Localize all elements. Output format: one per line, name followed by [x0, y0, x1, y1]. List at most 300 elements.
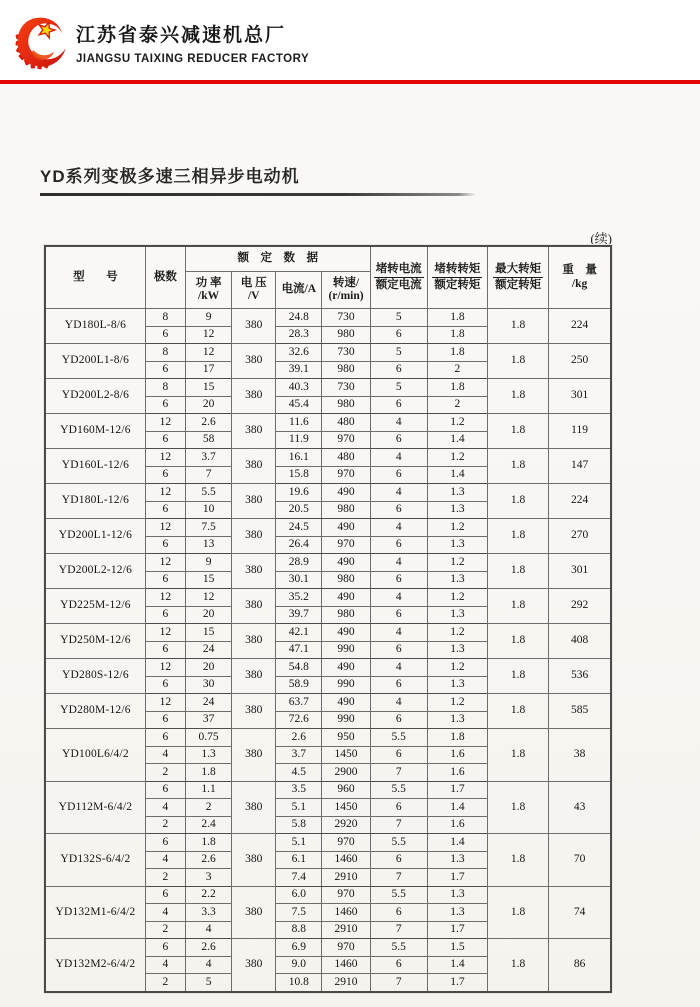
power-cell: 13 [185, 536, 231, 554]
speed-cell: 2910 [322, 974, 370, 992]
max-torque-ratio-cell: 1.8 [487, 519, 548, 554]
current-cell: 8.8 [276, 921, 322, 939]
locked-current-ratio-cell: 6 [370, 606, 427, 624]
locked-current-ratio-cell: 6 [370, 711, 427, 729]
speed-cell: 490 [322, 484, 370, 502]
power-cell: 2.2 [185, 886, 231, 904]
weight-cell: 86 [549, 939, 611, 992]
locked-current-ratio-cell: 4 [370, 414, 427, 432]
speed-cell: 980 [322, 326, 370, 344]
model-cell: YD180L-8/6 [45, 309, 145, 344]
weight-cell: 147 [549, 449, 611, 484]
model-cell: YD280S-12/6 [45, 659, 145, 694]
current-cell: 6.0 [276, 886, 322, 904]
locked-current-ratio-cell: 6 [370, 396, 427, 414]
speed-cell: 970 [322, 466, 370, 484]
weight-cell: 270 [549, 519, 611, 554]
locked-torque-ratio-cell: 1.3 [427, 501, 487, 519]
locked-current-ratio-cell: 4 [370, 519, 427, 537]
power-cell: 37 [185, 711, 231, 729]
poles-cell: 2 [145, 764, 185, 782]
locked-torque-ratio-cell: 1.7 [427, 974, 487, 992]
locked-torque-ratio-cell: 1.6 [427, 746, 487, 764]
current-cell: 42.1 [276, 624, 322, 642]
model-cell: YD160L-12/6 [45, 449, 145, 484]
locked-current-ratio-cell: 6 [370, 799, 427, 817]
locked-torque-ratio-cell: 1.2 [427, 659, 487, 677]
locked-current-ratio-cell: 5 [370, 309, 427, 327]
locked-current-ratio-cell: 6 [370, 851, 427, 869]
max-torque-ratio-cell: 1.8 [487, 729, 548, 782]
current-cell: 5.8 [276, 816, 322, 834]
current-cell: 58.9 [276, 676, 322, 694]
power-cell: 2 [185, 799, 231, 817]
speed-cell: 480 [322, 414, 370, 432]
current-cell: 47.1 [276, 641, 322, 659]
speed-cell: 1460 [322, 851, 370, 869]
poles-cell: 12 [145, 589, 185, 607]
table-row [45, 309, 611, 327]
model-cell: YD132M1-6/4/2 [45, 886, 145, 939]
poles-cell: 12 [145, 624, 185, 642]
spec-table-container [44, 245, 612, 993]
col-header-locked-torque-ratio [427, 246, 487, 309]
voltage-cell: 380 [232, 624, 276, 659]
col-header-weight [549, 246, 611, 309]
continued-marker: (续) [590, 231, 612, 246]
model-cell: YD280M-12/6 [45, 694, 145, 729]
poles-cell: 2 [145, 816, 185, 834]
col-header-rated-group: 额 定 数 据 [185, 246, 370, 272]
speed-cell: 1450 [322, 746, 370, 764]
brand-block [76, 20, 309, 65]
speed-cell: 990 [322, 676, 370, 694]
power-cell: 2.6 [185, 939, 231, 957]
speed-cell: 730 [322, 379, 370, 397]
power-cell: 1.8 [185, 764, 231, 782]
power-cell: 20 [185, 659, 231, 677]
current-cell: 19.6 [276, 484, 322, 502]
company-name-cn: 江苏省泰兴减速机总厂 [76, 25, 287, 46]
weight-cell: 408 [549, 624, 611, 659]
weight-cell: 70 [549, 834, 611, 887]
poles-cell: 6 [145, 396, 185, 414]
current-cell: 2.6 [276, 729, 322, 747]
voltage-label: 电 压 [240, 276, 267, 289]
power-cell: 20 [185, 606, 231, 624]
weight-cell: 292 [549, 589, 611, 624]
speed-cell: 970 [322, 886, 370, 904]
current-cell: 28.9 [276, 554, 322, 572]
table-row [45, 449, 611, 467]
power-cell: 7.5 [185, 519, 231, 537]
poles-cell: 6 [145, 606, 185, 624]
current-cell: 9.0 [276, 956, 322, 974]
speed-cell: 970 [322, 834, 370, 852]
model-cell: YD132S-6/4/2 [45, 834, 145, 887]
current-cell: 6.1 [276, 851, 322, 869]
spec-table-head [45, 246, 611, 309]
page-title: YD系列变极多速三相异步电动机 [40, 167, 300, 186]
speed-cell: 2910 [322, 869, 370, 887]
poles-cell: 4 [145, 956, 185, 974]
current-cell: 32.6 [276, 344, 322, 362]
section-header [40, 162, 660, 196]
model-cell: YD225M-12/6 [45, 589, 145, 624]
power-cell: 15 [185, 379, 231, 397]
current-cell: 24.8 [276, 309, 322, 327]
speed-cell: 490 [322, 519, 370, 537]
locked-torque-ratio-cell: 1.8 [427, 379, 487, 397]
model-cell: YD160M-12/6 [45, 414, 145, 449]
power-cell: 9 [185, 554, 231, 572]
voltage-cell: 380 [232, 554, 276, 589]
max-torque-ratio-cell: 1.8 [487, 309, 548, 344]
speed-cell: 480 [322, 449, 370, 467]
table-row [45, 834, 611, 852]
current-cell: 39.1 [276, 361, 322, 379]
current-cell: 3.5 [276, 781, 322, 799]
voltage-cell: 380 [232, 519, 276, 554]
locked-current-ratio-cell: 6 [370, 466, 427, 484]
voltage-cell: 380 [232, 659, 276, 694]
poles-cell: 12 [145, 449, 185, 467]
speed-cell: 970 [322, 536, 370, 554]
speed-cell: 1460 [322, 956, 370, 974]
weight-cell: 585 [549, 694, 611, 729]
max-torque-ratio-cell: 1.8 [487, 886, 548, 939]
locked-current-ratio-cell: 6 [370, 641, 427, 659]
locked-current-numerator: 堵转电流 [374, 263, 424, 278]
poles-cell: 12 [145, 694, 185, 712]
poles-cell: 6 [145, 326, 185, 344]
max-torque-ratio-cell: 1.8 [487, 659, 548, 694]
current-cell: 24.5 [276, 519, 322, 537]
voltage-cell: 380 [232, 694, 276, 729]
power-cell: 0.75 [185, 729, 231, 747]
table-row [45, 694, 611, 712]
voltage-cell: 380 [232, 379, 276, 414]
voltage-cell: 380 [232, 729, 276, 782]
locked-torque-ratio-cell: 1.3 [427, 606, 487, 624]
locked-torque-ratio-cell: 1.8 [427, 309, 487, 327]
speed-cell: 490 [322, 694, 370, 712]
model-cell: YD200L2-12/6 [45, 554, 145, 589]
locked-torque-ratio-cell: 1.7 [427, 781, 487, 799]
speed-cell: 980 [322, 571, 370, 589]
locked-current-ratio-cell: 7 [370, 974, 427, 992]
locked-current-ratio-cell: 4 [370, 449, 427, 467]
col-header-locked-current-ratio [370, 246, 427, 309]
current-cell: 11.9 [276, 431, 322, 449]
weight-cell: 250 [549, 344, 611, 379]
poles-cell: 6 [145, 361, 185, 379]
speed-cell: 730 [322, 344, 370, 362]
speed-cell: 980 [322, 396, 370, 414]
locked-current-ratio-cell: 6 [370, 746, 427, 764]
model-cell: YD200L2-8/6 [45, 379, 145, 414]
voltage-cell: 380 [232, 939, 276, 992]
speed-unit: (r/min) [328, 290, 364, 302]
locked-torque-ratio-cell: 1.4 [427, 431, 487, 449]
poles-cell: 8 [145, 309, 185, 327]
power-cell: 24 [185, 641, 231, 659]
locked-torque-ratio-cell: 1.4 [427, 799, 487, 817]
max-torque-ratio-cell: 1.8 [487, 554, 548, 589]
locked-torque-ratio-cell: 1.2 [427, 589, 487, 607]
voltage-cell: 380 [232, 309, 276, 344]
speed-cell: 2920 [322, 816, 370, 834]
speed-cell: 490 [322, 624, 370, 642]
table-row [45, 554, 611, 572]
weight-cell: 224 [549, 309, 611, 344]
poles-cell: 6 [145, 939, 185, 957]
poles-cell: 4 [145, 746, 185, 764]
locked-torque-ratio-cell: 1.3 [427, 904, 487, 922]
locked-torque-ratio-cell: 1.2 [427, 554, 487, 572]
current-cell: 5.1 [276, 834, 322, 852]
model-cell: YD100L6/4/2 [45, 729, 145, 782]
power-cell: 4 [185, 956, 231, 974]
power-unit: /kW [198, 290, 220, 302]
locked-torque-ratio-cell: 1.3 [427, 536, 487, 554]
locked-torque-ratio-cell: 1.2 [427, 694, 487, 712]
power-cell: 9 [185, 309, 231, 327]
locked-torque-ratio-cell: 1.7 [427, 869, 487, 887]
table-row [45, 484, 611, 502]
poles-cell: 4 [145, 904, 185, 922]
locked-current-ratio-cell: 7 [370, 921, 427, 939]
speed-cell: 490 [322, 554, 370, 572]
weight-unit: /kg [571, 277, 588, 290]
weight-cell: 224 [549, 484, 611, 519]
table-row [45, 729, 611, 747]
poles-cell: 6 [145, 536, 185, 554]
locked-current-ratio-cell: 6 [370, 326, 427, 344]
locked-torque-ratio-cell: 1.4 [427, 834, 487, 852]
locked-current-ratio-cell: 7 [370, 869, 427, 887]
poles-cell: 12 [145, 484, 185, 502]
title-underline [40, 193, 476, 196]
locked-torque-ratio-cell: 1.6 [427, 764, 487, 782]
power-cell: 1.3 [185, 746, 231, 764]
poles-cell: 2 [145, 974, 185, 992]
speed-cell: 990 [322, 711, 370, 729]
power-cell: 15 [185, 624, 231, 642]
voltage-cell: 380 [232, 344, 276, 379]
poles-cell: 6 [145, 711, 185, 729]
model-cell: YD132M2-6/4/2 [45, 939, 145, 992]
locked-torque-ratio-cell: 1.8 [427, 326, 487, 344]
table-row [45, 659, 611, 677]
weight-cell: 301 [549, 554, 611, 589]
locked-current-ratio-cell: 6 [370, 956, 427, 974]
current-cell: 30.1 [276, 571, 322, 589]
locked-current-ratio-cell: 5.5 [370, 781, 427, 799]
power-cell: 3.3 [185, 904, 231, 922]
locked-torque-ratio-cell: 1.8 [427, 729, 487, 747]
poles-cell: 6 [145, 886, 185, 904]
speed-cell: 980 [322, 361, 370, 379]
locked-current-ratio-cell: 7 [370, 764, 427, 782]
power-cell: 2.6 [185, 851, 231, 869]
weight-cell: 43 [549, 781, 611, 834]
locked-torque-ratio-cell: 1.7 [427, 921, 487, 939]
poles-cell: 6 [145, 781, 185, 799]
letterhead [0, 0, 700, 81]
speed-cell: 980 [322, 606, 370, 624]
locked-current-ratio-cell: 4 [370, 694, 427, 712]
power-cell: 5.5 [185, 484, 231, 502]
current-cell: 15.8 [276, 466, 322, 484]
speed-cell: 730 [322, 309, 370, 327]
weight-cell: 301 [549, 379, 611, 414]
locked-torque-ratio-cell: 1.2 [427, 624, 487, 642]
col-header-current: 电流/A [276, 272, 322, 309]
poles-cell: 6 [145, 641, 185, 659]
power-cell: 30 [185, 676, 231, 694]
poles-cell: 6 [145, 676, 185, 694]
current-cell: 35.2 [276, 589, 322, 607]
locked-torque-ratio-cell: 1.2 [427, 449, 487, 467]
max-torque-ratio-cell: 1.8 [487, 589, 548, 624]
locked-current-ratio-cell: 5 [370, 379, 427, 397]
poles-cell: 4 [145, 799, 185, 817]
power-cell: 3 [185, 869, 231, 887]
speed-cell: 960 [322, 781, 370, 799]
voltage-cell: 380 [232, 886, 276, 939]
voltage-cell: 380 [232, 589, 276, 624]
poles-cell: 2 [145, 921, 185, 939]
current-cell: 7.4 [276, 869, 322, 887]
power-cell: 20 [185, 396, 231, 414]
poles-cell: 8 [145, 379, 185, 397]
poles-cell: 12 [145, 519, 185, 537]
locked-current-ratio-cell: 4 [370, 484, 427, 502]
col-header-speed [322, 272, 370, 309]
locked-current-ratio-cell: 7 [370, 816, 427, 834]
table-row [45, 344, 611, 362]
locked-current-ratio-cell: 5 [370, 344, 427, 362]
max-torque-ratio-cell: 1.8 [487, 781, 548, 834]
poles-cell: 6 [145, 571, 185, 589]
current-cell: 5.1 [276, 799, 322, 817]
table-row [45, 886, 611, 904]
locked-torque-ratio-cell: 1.3 [427, 484, 487, 502]
factory-logo-icon [14, 14, 70, 72]
poles-cell: 6 [145, 834, 185, 852]
locked-current-ratio-cell: 4 [370, 589, 427, 607]
current-cell: 45.4 [276, 396, 322, 414]
power-cell: 12 [185, 344, 231, 362]
voltage-cell: 380 [232, 834, 276, 887]
model-cell: YD200L1-8/6 [45, 344, 145, 379]
model-cell: YD250M-12/6 [45, 624, 145, 659]
speed-cell: 2900 [322, 764, 370, 782]
col-header-poles: 极数 [145, 246, 185, 309]
poles-cell: 6 [145, 729, 185, 747]
speed-cell: 1450 [322, 799, 370, 817]
speed-cell: 950 [322, 729, 370, 747]
speed-cell: 970 [322, 431, 370, 449]
power-cell: 7 [185, 466, 231, 484]
speed-cell: 2910 [322, 921, 370, 939]
table-row [45, 939, 611, 957]
col-header-power [185, 272, 231, 309]
max-torque-numerator: 最大转矩 [493, 263, 543, 278]
spec-table-body [45, 309, 611, 992]
locked-current-ratio-cell: 5.5 [370, 834, 427, 852]
current-cell: 10.8 [276, 974, 322, 992]
model-cell: YD200L1-12/6 [45, 519, 145, 554]
col-header-voltage [232, 272, 276, 309]
current-cell: 7.5 [276, 904, 322, 922]
current-cell: 6.9 [276, 939, 322, 957]
locked-torque-ratio-cell: 1.3 [427, 886, 487, 904]
voltage-cell: 380 [232, 781, 276, 834]
current-cell: 20.5 [276, 501, 322, 519]
locked-current-ratio-cell: 6 [370, 536, 427, 554]
power-cell: 2.6 [185, 414, 231, 432]
locked-current-ratio-cell: 4 [370, 554, 427, 572]
current-cell: 16.1 [276, 449, 322, 467]
speed-cell: 1460 [322, 904, 370, 922]
current-cell: 3.7 [276, 746, 322, 764]
speed-label: 转速/ [332, 276, 360, 289]
locked-torque-ratio-cell: 1.8 [427, 344, 487, 362]
max-torque-ratio-cell: 1.8 [487, 484, 548, 519]
company-name-en: JIANGSU TAIXING REDUCER FACTORY [76, 53, 310, 65]
power-cell: 15 [185, 571, 231, 589]
poles-cell: 12 [145, 659, 185, 677]
poles-cell: 4 [145, 851, 185, 869]
weight-label: 重 量 [562, 264, 597, 277]
table-row [45, 781, 611, 799]
locked-current-ratio-cell: 6 [370, 361, 427, 379]
power-cell: 4 [185, 921, 231, 939]
weight-cell: 38 [549, 729, 611, 782]
poles-cell: 6 [145, 466, 185, 484]
model-cell: YD112M-6/4/2 [45, 781, 145, 834]
max-torque-ratio-cell: 1.8 [487, 834, 548, 887]
locked-current-ratio-cell: 6 [370, 501, 427, 519]
power-cell: 1.1 [185, 781, 231, 799]
power-cell: 58 [185, 431, 231, 449]
max-torque-ratio-cell: 1.8 [487, 449, 548, 484]
locked-torque-ratio-cell: 1.4 [427, 466, 487, 484]
voltage-cell: 380 [232, 484, 276, 519]
locked-torque-ratio-cell: 1.5 [427, 939, 487, 957]
locked-torque-ratio-cell: 2 [427, 396, 487, 414]
max-torque-ratio-cell: 1.8 [487, 344, 548, 379]
power-cell: 17 [185, 361, 231, 379]
motor-spec-table [44, 245, 612, 993]
table-row [45, 519, 611, 537]
table-row [45, 379, 611, 397]
table-row [45, 624, 611, 642]
voltage-cell: 380 [232, 449, 276, 484]
locked-torque-ratio-cell: 1.3 [427, 571, 487, 589]
locked-torque-ratio-cell: 1.2 [427, 519, 487, 537]
current-cell: 39.7 [276, 606, 322, 624]
max-torque-ratio-cell: 1.8 [487, 379, 548, 414]
locked-torque-ratio-cell: 1.4 [427, 956, 487, 974]
locked-torque-ratio-cell: 1.3 [427, 711, 487, 729]
locked-current-ratio-cell: 6 [370, 904, 427, 922]
current-cell: 11.6 [276, 414, 322, 432]
col-header-max-torque-ratio [487, 246, 548, 309]
table-row [45, 589, 611, 607]
